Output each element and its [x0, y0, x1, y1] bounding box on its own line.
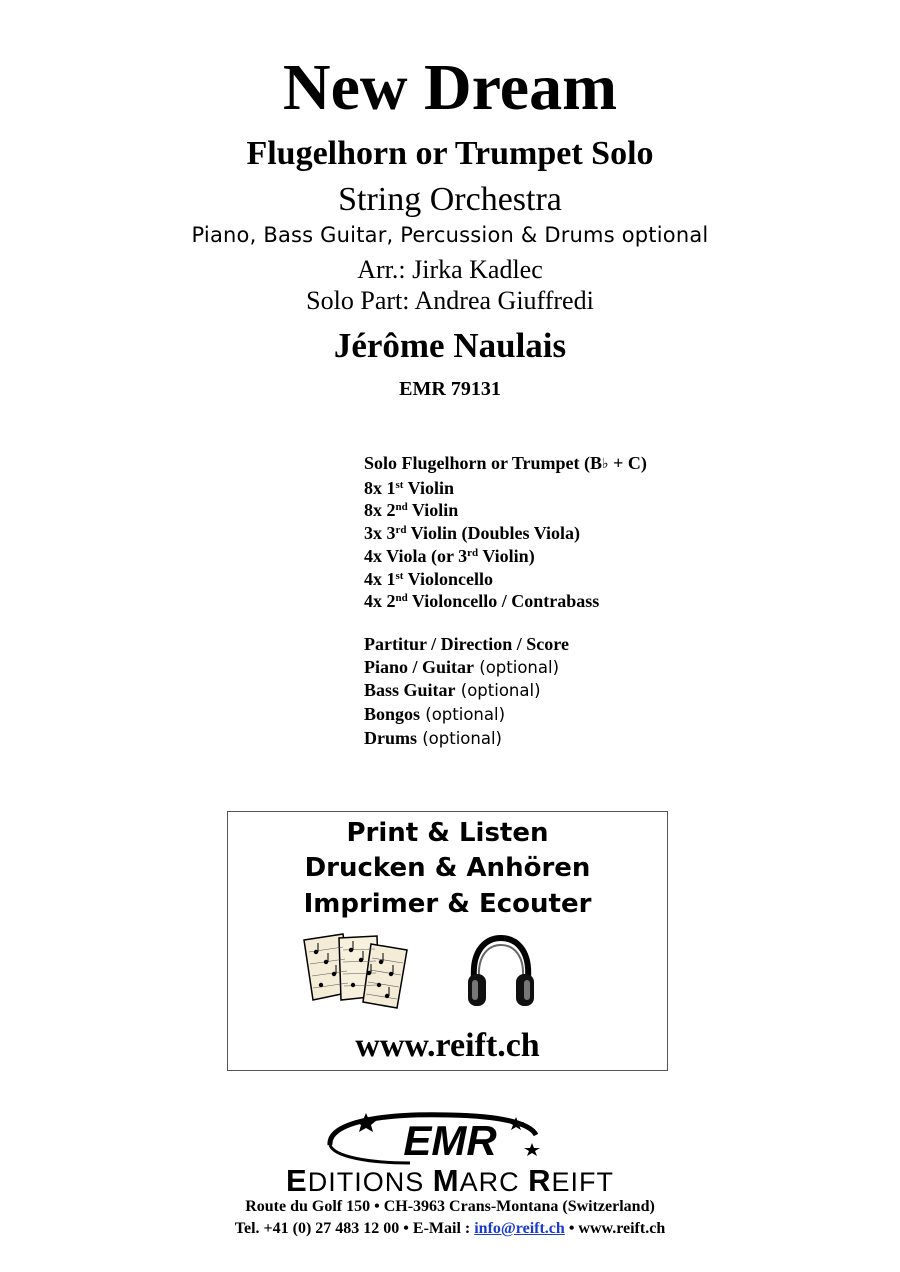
email-link[interactable]: info@reift.ch — [474, 1220, 565, 1237]
promo-line-fr: Imprimer & Ecouter — [303, 889, 592, 919]
part-text: 8x 2 — [364, 500, 396, 521]
catalog-number: EMR 79131 — [399, 378, 501, 400]
extra-name: Drums — [364, 727, 417, 748]
ordinal: st — [395, 478, 404, 491]
website-text: • www.reift.ch — [564, 1220, 666, 1237]
extra-name: Bongos — [364, 704, 421, 725]
phone-text: Tel. +41 (0) 27 483 12 00 • E-Mail : — [234, 1220, 475, 1237]
part-text-end: Violin) — [478, 545, 535, 566]
part-solo — [364, 452, 647, 477]
part-text: 3x 3 — [364, 523, 396, 544]
part-text-end: Violoncello / Contrabass — [407, 591, 600, 612]
sheet-music-icon — [301, 930, 411, 1010]
page-title: New Dream — [282, 51, 618, 124]
publisher-name — [0, 1163, 900, 1198]
publisher-address: Route du Golf 150 • CH-3963 Crans-Montana (Switzerland) — [245, 1198, 655, 1215]
ordinal: nd — [395, 501, 408, 514]
publisher-contact — [0, 1218, 900, 1240]
extra-name: Piano / Guitar — [364, 656, 475, 677]
print-listen-box — [227, 811, 668, 1071]
publisher-word: DITIONS — [307, 1167, 433, 1197]
ordinal: st — [395, 569, 404, 582]
part-text: 4x Viola (or 3 — [364, 545, 468, 566]
extra-bongos — [364, 703, 569, 727]
part-violin-2 — [364, 499, 647, 522]
ordinal: nd — [395, 592, 408, 605]
extras-list — [364, 633, 569, 751]
publisher-word: EIFT — [551, 1167, 614, 1197]
extra-note: (optional) — [455, 681, 541, 701]
solo-part-credit: Solo Part: Andrea Giuffredi — [306, 286, 594, 315]
ensemble: String Orchestra — [338, 181, 562, 218]
part-text-end: Violin — [407, 500, 459, 521]
part-solo-text: Solo Flugelhorn or Trumpet (B — [364, 453, 603, 473]
extra-bass — [364, 679, 569, 703]
extra-note: (optional) — [417, 728, 502, 748]
part-text-end: Violoncello — [403, 568, 493, 589]
headphones-icon — [466, 934, 536, 1010]
part-violin-3 — [364, 522, 647, 545]
publisher-word: ARC — [459, 1167, 529, 1197]
flat-sign: ♭ — [602, 457, 609, 472]
publisher-initial: E — [286, 1163, 308, 1198]
part-violin-1 — [364, 477, 647, 500]
part-cello-2 — [364, 590, 647, 613]
extra-drums — [364, 727, 569, 751]
arranger: Arr.: Jirka Kadlec — [357, 255, 543, 284]
promo-line-en: Print & Listen — [346, 818, 549, 848]
ordinal: rd — [395, 524, 407, 537]
part-viola — [364, 545, 647, 568]
promo-line-de: Drucken & Anhören — [304, 853, 591, 883]
extra-note: (optional) — [474, 657, 560, 677]
part-text-end: Violin (Doubles Viola) — [406, 523, 581, 544]
part-text: 4x 2 — [364, 591, 396, 612]
emr-logo-text: EMR — [403, 1117, 497, 1164]
part-text: 8x 1 — [364, 477, 396, 498]
emr-logo — [300, 1107, 600, 1169]
extra-name: Bass Guitar — [364, 680, 456, 701]
subtitle: Flugelhorn or Trumpet Solo — [246, 135, 654, 172]
optional-instruments: Piano, Bass Guitar, Percussion & Drums optional — [191, 223, 709, 247]
part-text: 4x 1 — [364, 568, 396, 589]
extra-note: (optional) — [420, 705, 506, 725]
publisher-initial: R — [528, 1163, 552, 1198]
part-cello-1 — [364, 568, 647, 591]
ordinal: rd — [467, 546, 479, 559]
extra-piano — [364, 656, 569, 680]
promo-url[interactable]: www.reift.ch — [355, 1027, 540, 1064]
composer: Jérôme Naulais — [333, 326, 567, 365]
parts-list — [364, 452, 647, 613]
extra-score: Partitur / Direction / Score — [364, 634, 569, 654]
part-solo-text-end: + C) — [608, 453, 647, 473]
part-text-end: Violin — [403, 477, 454, 498]
publisher-initial: M — [432, 1163, 460, 1198]
